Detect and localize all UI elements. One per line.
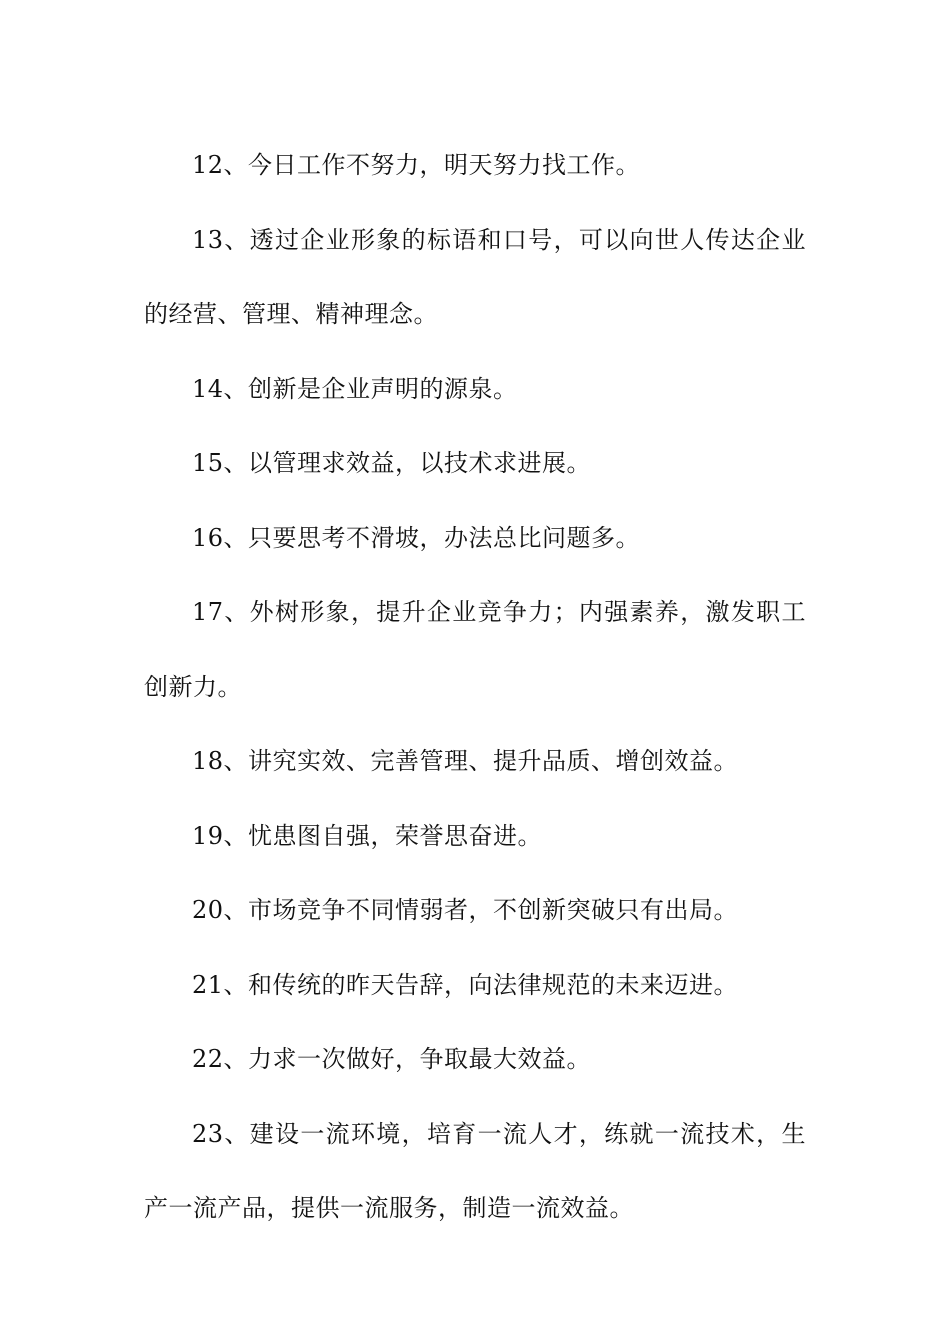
paragraph-20: 20、市场竞争不同情弱者，不创新突破只有出局。 xyxy=(192,896,739,924)
paragraph-21: 21、和传统的昨天告辞，向法律规范的未来迈进。 xyxy=(192,970,739,999)
paragraph-17: 17、外树形象，提升企业竞争力；内强素养，激发职工创新力。 xyxy=(144,598,806,701)
paragraph-12: 12、今日工作不努力，明天努力找工作。 xyxy=(192,151,641,179)
paragraph-22: 22、力求一次做好，争取最大效益。 xyxy=(192,1045,592,1073)
paragraph-15: 15、以管理求效益，以技术求进展。 xyxy=(192,449,592,477)
paragraph-19: 19、忧患图自强，荣誉思奋进。 xyxy=(192,821,543,850)
paragraph-13: 13、透过企业形象的标语和口号，可以向世人传达企业的经营、管理、精神理念。 xyxy=(144,225,806,328)
paragraph-14: 14、创新是企业声明的源泉。 xyxy=(192,374,518,403)
document-body xyxy=(144,128,806,1246)
paragraph-18: 18、讲究实效、完善管理、提升品质、增创效益。 xyxy=(192,747,739,775)
paragraph-16: 16、只要思考不滑坡，办法总比问题多。 xyxy=(192,523,641,552)
paragraph-23: 23、建设一流环境，培育一流人才，练就一流技术，生产一流产品，提供一流服务，制造一流效益。 xyxy=(144,1119,806,1222)
